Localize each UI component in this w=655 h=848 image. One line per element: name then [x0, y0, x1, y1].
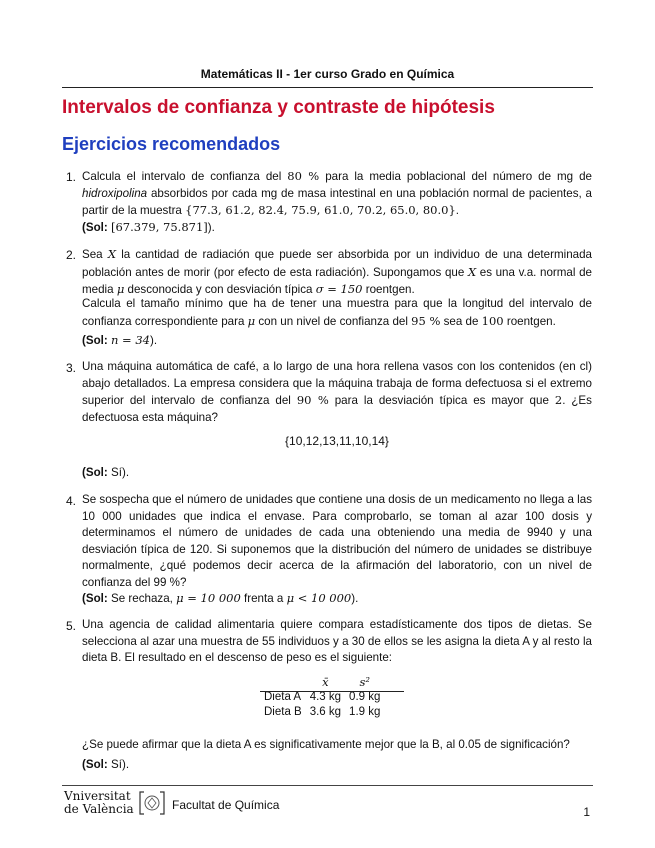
exercise-number: 3.: [65, 361, 76, 375]
table-row: [260, 704, 384, 719]
logo-line: de València: [64, 802, 134, 816]
logo-line: Vniversitat: [64, 789, 131, 803]
exercise-2-question: Calcula el tamaño mínimo que ha de tener una muestra para que la longitud del intervalo de confianza correspondiente para μ con un nivel de confianza del 95 % sea de 100 roentgen.: [82, 297, 592, 328]
page-header: Matemáticas II - 1er curso Grado en Química: [200, 67, 455, 81]
faculty-name: Facultat de Química: [172, 798, 280, 812]
exercise-1-text: Calcula el intervalo de confianza del 80 % para la media poblacional del número de mg de hidroxipolina absorbidos por cada mg de masa intestinal en una población normal de pacientes, a partir de la muestra {77.3, 61.2, 82.4, 75.9, 61.0, 70.2, 65.0, 80.0}.: [82, 169, 592, 217]
exercise-number: 5.: [65, 619, 76, 633]
exercise-number: 4.: [65, 494, 76, 508]
exercise-3-data: {10,12,13,11,10,14}: [285, 434, 389, 448]
table-header-mean: x̄: [322, 674, 329, 689]
page-number: 1: [583, 805, 590, 819]
exercise-number: 1.: [65, 170, 76, 184]
exercise-5-solution: (Sol: Sí).: [82, 758, 130, 771]
table-cell: Dieta A: [264, 690, 302, 703]
page-title: Intervalos de confianza y contraste de hipótesis: [62, 97, 495, 118]
header-rule: [62, 87, 593, 88]
exercise-5-text: Una agencia de calidad alimentaria quiere compara estadísticamente dos tipos de dietas. Se selecciona al azar una muestra de 55 individuos y a 30 de ellos se les asigna la dieta A y al resto la dieta B. El resultado en el descenso de peso es el siguiente:: [82, 618, 592, 664]
exercise-4-solution: (Sol: Se rechaza, μ = 10 000 frenta a μ < 10 000).: [82, 591, 359, 605]
exercise-2-text: Sea X la cantidad de radiación que puede ser absorbida por un individuo de una determinada población antes de morir (por efecto de esta radiación). Supongamos que X es una v.a. normal de media μ desconocida y con desviación típica σ = 150 roentgen.: [82, 247, 592, 296]
table-cell: 4.3 kg: [309, 690, 342, 703]
table-rule: [260, 691, 404, 692]
table-cell: 1.9 kg: [349, 705, 381, 718]
table-cell: Dieta B: [264, 705, 302, 718]
exercise-1-solution: (Sol: [67.379, 75.871]).: [82, 220, 215, 234]
table-cell: 0.9 kg: [349, 690, 381, 703]
university-seal-icon: [138, 790, 166, 816]
university-logo: [64, 790, 134, 816]
exercise-3-text: Una máquina automática de café, a lo largo de una hora rellena vasos con los contenidos (en cl) abajo detallados. La empresa considera que la máquina trabaja de forma defectuosa si el extremo superior del intervalo de confianza del 90 % para la desviación típica es mayor que 2. ¿Es defectuosa esta máquina?: [82, 360, 592, 424]
table-cell: 3.6 kg: [309, 705, 342, 718]
diet-table: [260, 674, 384, 719]
exercise-number: 2.: [65, 248, 76, 262]
table-header-variance: s²: [359, 674, 370, 689]
section-title: Ejercicios recomendados: [62, 134, 281, 154]
table-header-row: [260, 674, 384, 689]
exercise-5-question: ¿Se puede afirmar que la dieta A es significativamente mejor que la B, al 0.05 de significación?: [82, 738, 570, 751]
exercise-3-solution: (Sol: Sí).: [82, 466, 130, 479]
footer-rule: [62, 785, 593, 786]
exercise-4-text: Se sospecha que el número de unidades que contiene una dosis de un medicamento no llega a las 10 000 unidades que indica el envase. Para comprobarlo, se toman al azar 100 dosis y determinamos el número de unidades de cada una obteniendo una media de 9940 y una desviación típica de 120. Si suponemos que la distribución del número de unidades se distribuye normalmente, ¿qué podemos decir acerca de la afirmación del laboratorio, con un nivel de confianza del 99 %?: [82, 493, 592, 589]
exercise-2-solution: (Sol: n = 34).: [82, 333, 158, 347]
table-cell: [260, 674, 306, 689]
